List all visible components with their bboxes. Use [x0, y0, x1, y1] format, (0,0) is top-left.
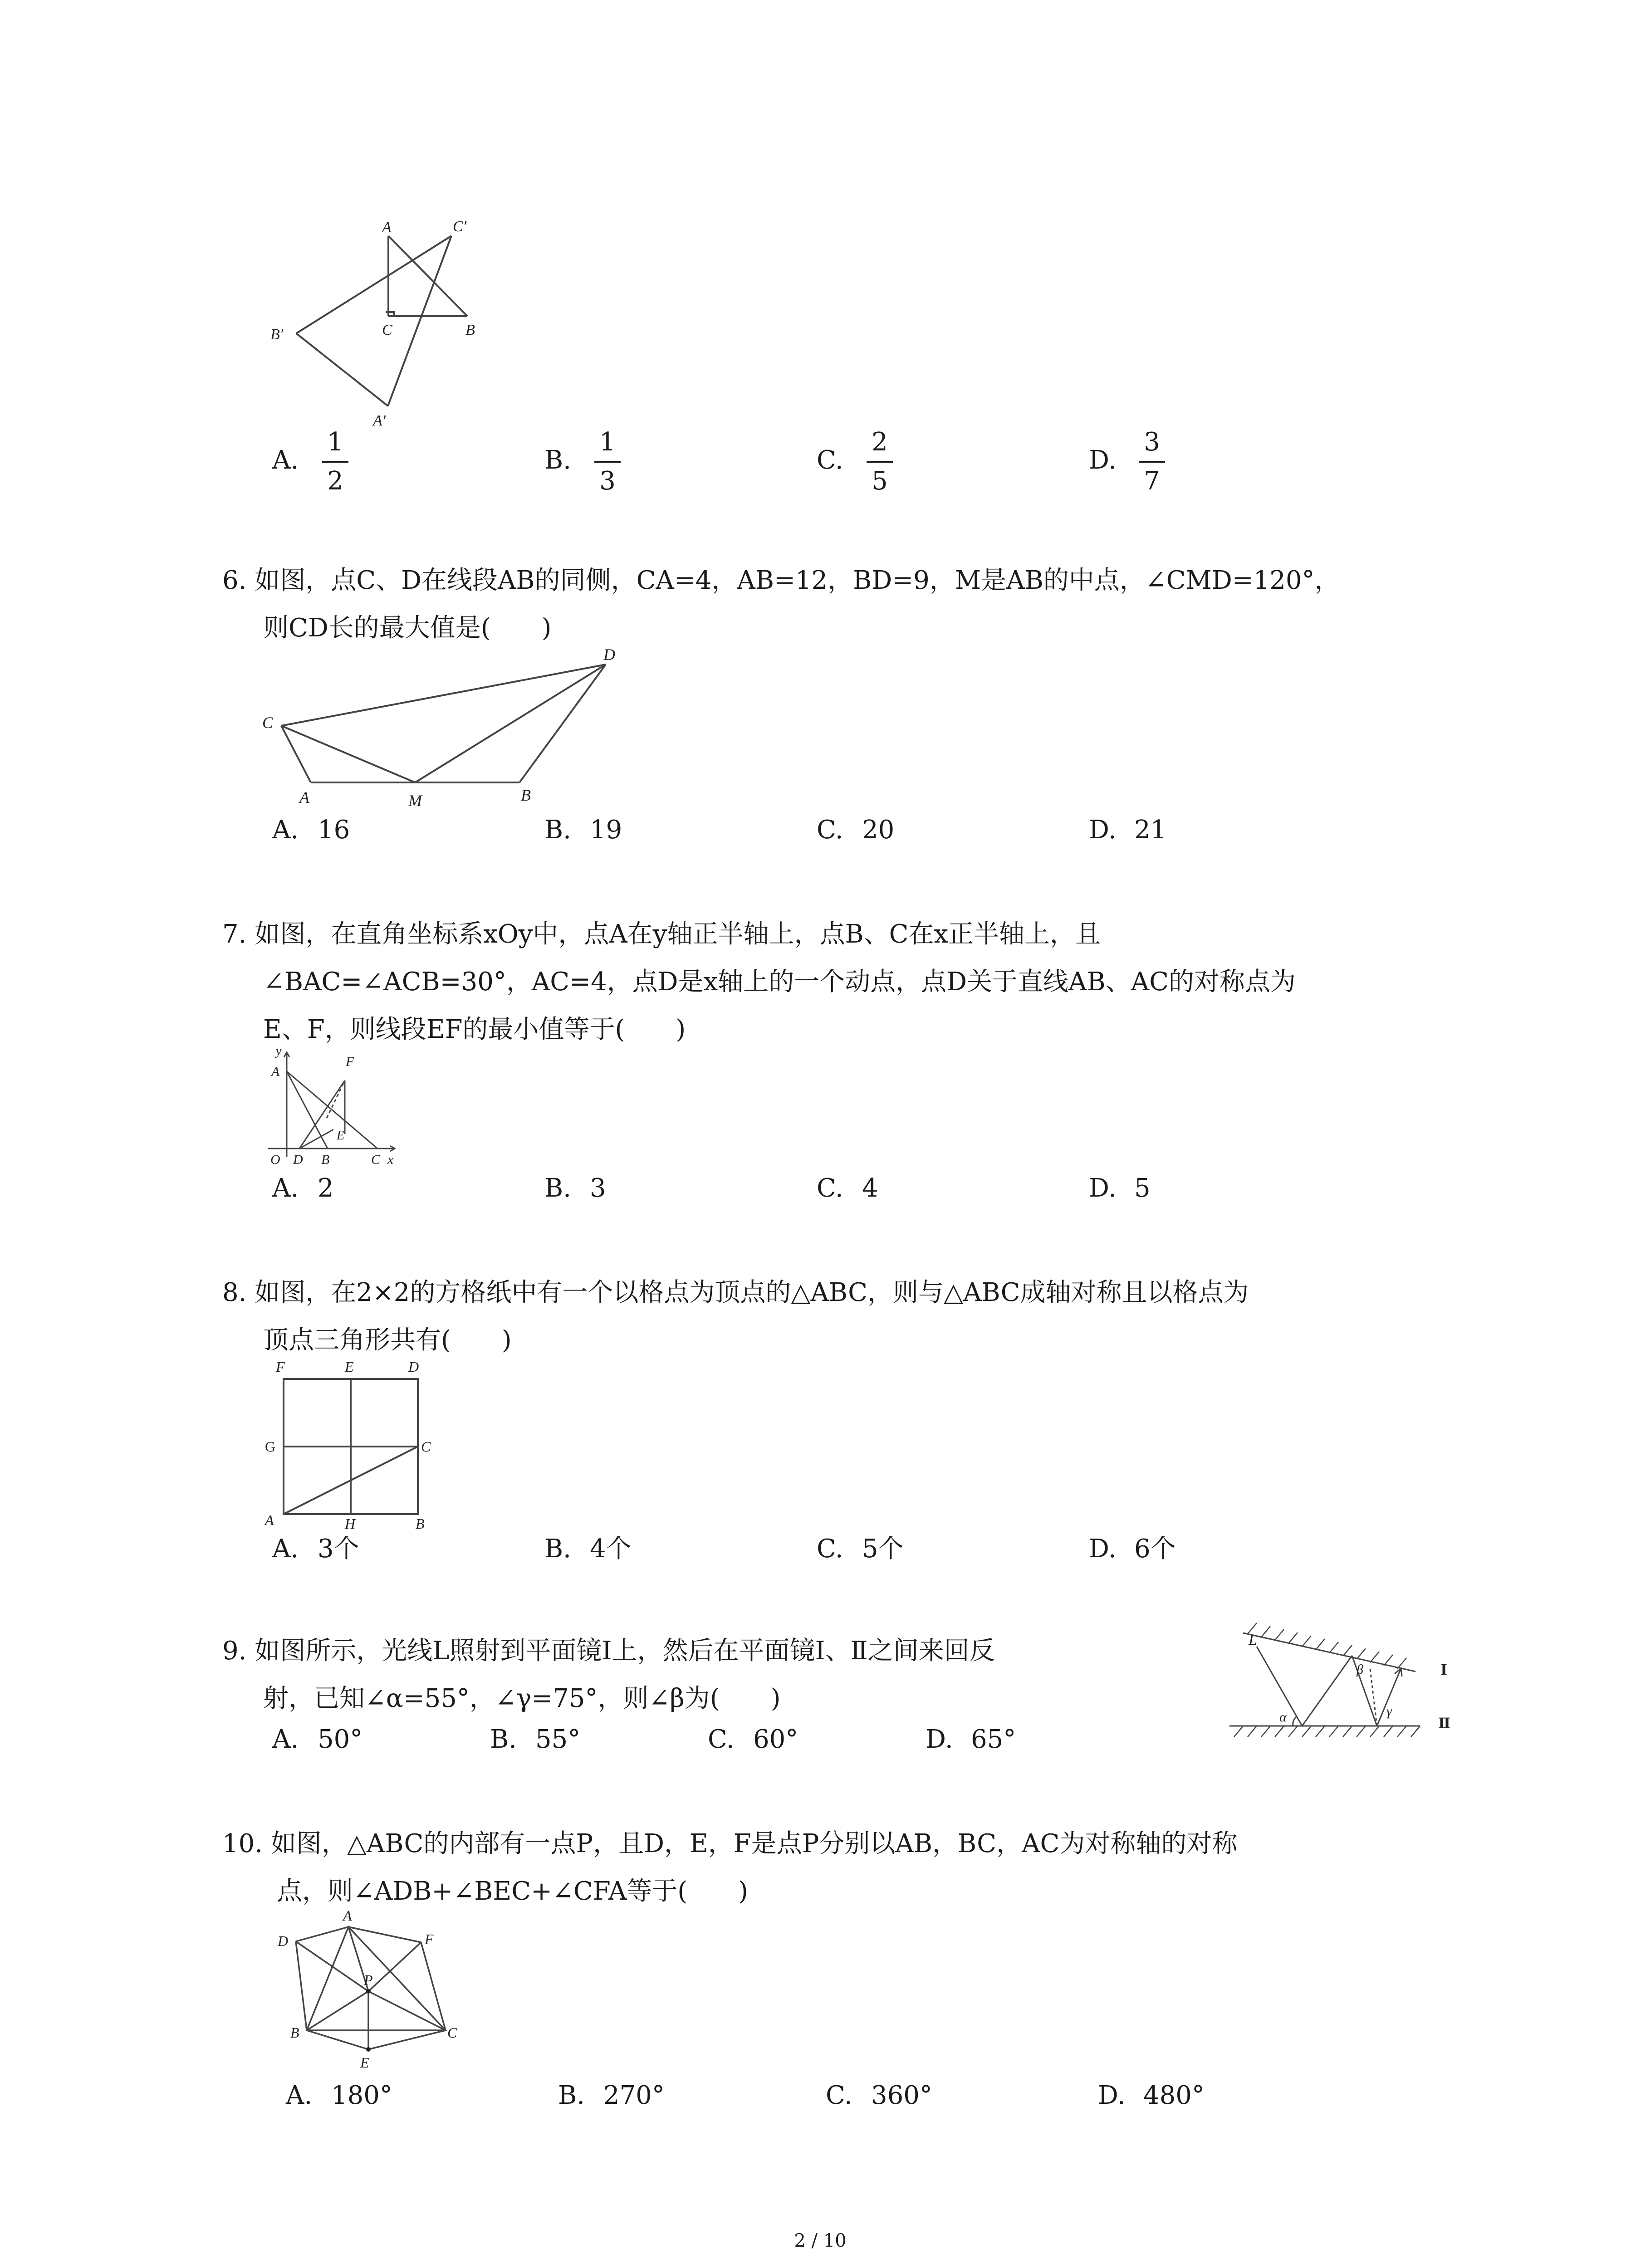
q5-label-B: B	[465, 322, 475, 338]
q9-stem-line2: 射，已知∠α=55°，∠γ=75°，则∠β为( )	[263, 1684, 781, 1713]
q9-option-b-text: 55°	[535, 1725, 581, 1754]
q10-stem-line2: 点，则∠ADB+∠BEC+∠CFA等于( )	[277, 1877, 748, 1906]
q5-option-d-letter: D.	[1089, 445, 1117, 475]
q5-option-c-letter: C.	[817, 445, 843, 475]
q6-figure	[254, 642, 635, 810]
q7-figure	[259, 1043, 413, 1166]
q7-label-y: y	[276, 1044, 282, 1058]
q9-option-b-letter: B.	[490, 1725, 517, 1754]
q5-option-a-fraction	[322, 426, 348, 497]
q10-option-d-text: 480°	[1143, 2081, 1205, 2110]
q6-option-c[interactable]	[817, 812, 894, 848]
q5-label-A: A	[382, 219, 392, 236]
q6-option-b-text: 19	[590, 815, 622, 845]
q7-option-a-text: 2	[318, 1173, 334, 1203]
q5-figure	[263, 213, 499, 440]
q8-label-C: C	[421, 1438, 431, 1455]
q8-label-A: A	[265, 1512, 274, 1528]
q9-label-mirror1: Ⅰ	[1440, 1662, 1447, 1678]
q9-label-gamma: γ	[1386, 1704, 1392, 1719]
q6-label-D: D	[603, 645, 615, 664]
q5-option-a-denominator: 2	[327, 466, 343, 496]
q8-stem-line2: 顶点三角形共有( )	[263, 1325, 512, 1355]
q8-label-E: E	[345, 1359, 354, 1375]
q7-option-d-text: 5	[1134, 1173, 1151, 1203]
q9-stem-line1: 9. 如图所示，光线L照射到平面镜Ⅰ上，然后在平面镜Ⅰ、Ⅱ之间来回反	[222, 1636, 995, 1666]
q6-option-b-letter: B.	[544, 815, 571, 845]
q9-option-a-letter: A.	[272, 1725, 299, 1754]
q10-label-A: A	[343, 1907, 352, 1924]
q8-option-b-letter: B.	[544, 1534, 571, 1564]
q10-option-c-text: 360°	[871, 2081, 932, 2110]
q9-option-c-text: 60°	[753, 1725, 798, 1754]
q9-option-a-text: 50°	[318, 1725, 363, 1754]
q5-option-c-numerator: 2	[872, 427, 888, 457]
q7-label-F: F	[346, 1054, 354, 1069]
q5-option-b[interactable]	[544, 442, 590, 479]
q7-option-c-letter: C.	[817, 1173, 843, 1203]
q10-label-E: E	[360, 2054, 369, 2071]
q7-label-E: E	[337, 1129, 345, 1143]
q6-option-b[interactable]	[544, 812, 622, 848]
q8-label-H: H	[345, 1515, 356, 1532]
q6-option-d-text: 21	[1134, 815, 1167, 845]
q10-label-D: D	[278, 1933, 289, 1949]
q6-option-a-text: 16	[318, 815, 350, 845]
q5-option-b-numerator: 1	[599, 427, 616, 457]
q8-option-c-text: 5个	[862, 1534, 904, 1564]
q6-option-d-letter: D.	[1089, 815, 1117, 845]
q9-option-c-letter: C.	[708, 1725, 735, 1754]
q5-option-b-fraction	[594, 426, 621, 497]
q6-label-B: B	[521, 786, 531, 804]
q8-option-a-letter: A.	[272, 1534, 299, 1564]
q10-label-B: B	[290, 2024, 299, 2041]
q9-label-L: L	[1249, 1632, 1257, 1648]
q5-option-a-numerator: 1	[327, 427, 343, 457]
page-number: 2 / 10	[794, 2230, 847, 2251]
q10-stem-line1: 10. 如图，△ABC的内部有一点P，且D，E，F是点P分别以AB，BC，AC为对称轴的对称	[222, 1829, 1238, 1858]
q7-stem-line3: E、F，则线段EF的最小值等于( )	[263, 1015, 686, 1044]
q6-option-c-text: 20	[862, 815, 895, 845]
q8-label-D: D	[408, 1359, 419, 1375]
q8-label-G: G	[265, 1438, 276, 1455]
q9-option-b[interactable]	[490, 1721, 580, 1758]
q10-option-b-text: 270°	[603, 2081, 665, 2110]
q6-label-M: M	[408, 792, 422, 810]
q6-option-a-letter: A.	[272, 815, 299, 845]
q7-label-A: A	[271, 1064, 280, 1079]
q6-option-c-letter: C.	[817, 815, 843, 845]
q5-option-c-fraction	[867, 426, 893, 497]
q5-option-d-denominator: 7	[1144, 466, 1160, 496]
q9-option-d[interactable]	[926, 1721, 1016, 1758]
q5-option-c-denominator: 5	[872, 466, 888, 496]
q5-option-d-numerator: 3	[1144, 427, 1160, 457]
q10-option-b-letter: B.	[558, 2081, 585, 2110]
q7-label-C: C	[371, 1152, 381, 1166]
q10-label-F: F	[425, 1931, 434, 1947]
q7-option-d-letter: D.	[1089, 1173, 1117, 1203]
q10-option-a-text: 180°	[331, 2081, 392, 2110]
q10-figure	[268, 1905, 476, 2077]
q9-option-d-letter: D.	[926, 1725, 953, 1754]
q9-option-d-text: 65°	[971, 1725, 1016, 1754]
q7-label-D: D	[293, 1152, 303, 1166]
q7-option-a[interactable]	[272, 1170, 334, 1207]
q7-label-B: B	[321, 1152, 330, 1166]
q7-option-d[interactable]	[1089, 1170, 1151, 1207]
q8-option-d-text: 6个	[1134, 1534, 1176, 1564]
q5-option-a-letter: A.	[272, 445, 299, 475]
q7-stem-line2: ∠BAC=∠ACB=30°，AC=4，点D是x轴上的一个动点，点D关于直线AB、AC的对称点为	[263, 967, 1296, 997]
q6-option-d[interactable]	[1089, 812, 1166, 848]
q10-label-P: P	[364, 1972, 373, 1988]
q5-label-Cprime: C′	[453, 218, 467, 235]
q8-label-F: F	[276, 1359, 285, 1375]
q10-option-d[interactable]	[1098, 2077, 1205, 2114]
q6-label-A: A	[299, 788, 309, 807]
q7-option-c[interactable]	[817, 1170, 878, 1207]
q9-option-a[interactable]	[272, 1721, 362, 1758]
q5-option-c[interactable]	[817, 442, 862, 479]
q6-stem-line2: 则CD长的最大值是( )	[263, 613, 552, 643]
q5-option-d-fraction	[1139, 426, 1165, 497]
q7-option-a-letter: A.	[272, 1173, 299, 1203]
q7-label-O: O	[270, 1152, 280, 1166]
q9-option-c[interactable]	[708, 1721, 798, 1758]
q5-option-b-letter: B.	[544, 445, 571, 475]
q8-option-b[interactable]	[544, 1531, 632, 1567]
q5-label-C: C	[382, 322, 392, 338]
q10-option-d-letter: D.	[1098, 2081, 1126, 2110]
q8-option-a[interactable]	[272, 1531, 359, 1567]
q5-option-b-denominator: 3	[599, 466, 616, 496]
q6-option-a[interactable]	[272, 812, 350, 848]
q8-option-b-text: 4个	[590, 1534, 632, 1564]
q8-stem-line1: 8. 如图，在2×2的方格纸中有一个以格点为顶点的△ABC，则与△ABC成轴对称且以格点为	[222, 1278, 1249, 1307]
q10-option-a-letter: A.	[286, 2081, 313, 2110]
q8-figure	[259, 1356, 449, 1538]
q8-option-c[interactable]	[817, 1531, 904, 1567]
q5-label-Bprime: B′	[270, 326, 284, 343]
q10-option-b[interactable]	[558, 2077, 665, 2114]
q7-option-b-text: 3	[590, 1173, 606, 1203]
q8-label-B: B	[416, 1515, 425, 1532]
q7-option-b-letter: B.	[544, 1173, 571, 1203]
q6-label-C: C	[262, 714, 274, 732]
q10-option-c-letter: C.	[826, 2081, 852, 2110]
q5-label-Aprime: A′	[373, 412, 386, 429]
q10-option-a[interactable]	[286, 2077, 392, 2114]
q8-option-d-letter: D.	[1089, 1534, 1117, 1564]
q9-label-mirror2: Ⅱ	[1438, 1715, 1450, 1731]
q7-option-c-text: 4	[862, 1173, 878, 1203]
q10-option-c[interactable]	[826, 2077, 932, 2114]
q7-stem-line1: 7. 如图，在直角坐标系xOy中，点A在y轴正半轴上，点B、C在x正半轴上，且	[222, 919, 1101, 949]
q6-stem-line1: 6. 如图，点C、D在线段AB的同侧，CA=4，AB=12，BD=9，M是AB的中点，∠CMD=120°，	[222, 566, 1340, 595]
q8-option-a-text: 3个	[318, 1534, 359, 1564]
q8-option-d[interactable]	[1089, 1531, 1176, 1567]
q8-option-c-letter: C.	[817, 1534, 843, 1564]
q7-label-x: x	[387, 1152, 394, 1166]
q10-label-C: C	[447, 2024, 457, 2041]
q5-option-a[interactable]	[272, 442, 318, 479]
q7-option-b[interactable]	[544, 1170, 606, 1207]
q9-label-beta: β	[1357, 1662, 1363, 1677]
q5-option-d[interactable]	[1089, 442, 1134, 479]
q9-figure	[1225, 1619, 1461, 1760]
q9-label-alpha: α	[1279, 1710, 1287, 1725]
